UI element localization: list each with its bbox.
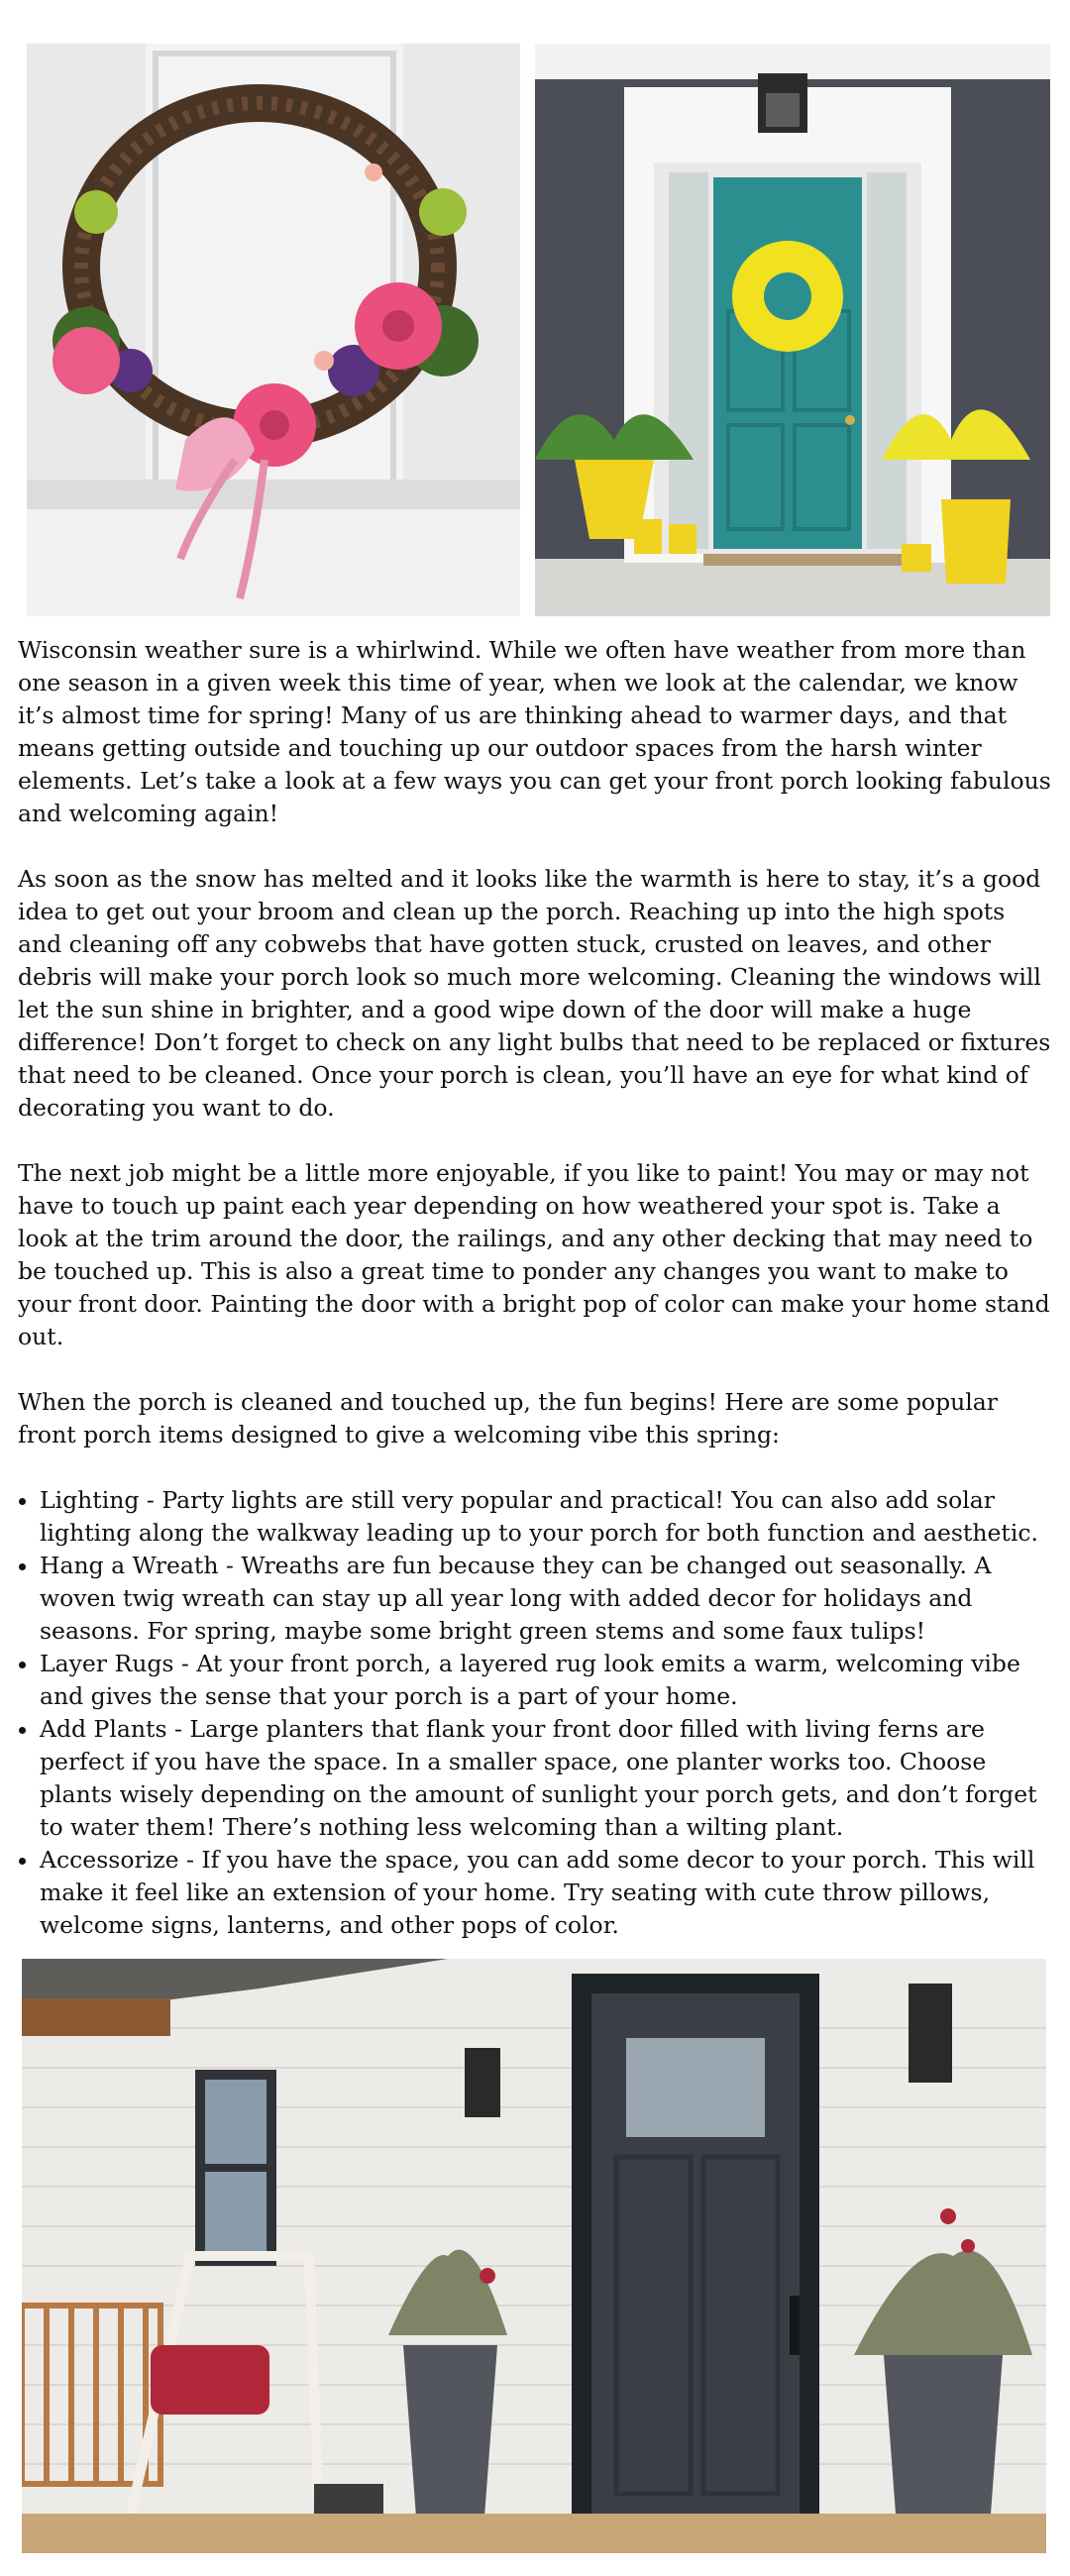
wreath-photo (27, 44, 520, 616)
paragraph-painting: The next job might be a little more enjoyable, if you like to paint! You may or may not have to touch up paint each year depending on how weathered your spot is. Take a look at the trim around the door, the railings, and any other decking that may need to be touched up. This is also a great time to ponder any changes you want to make to your front door. Painting the door with a bright pop of color can make your home stand out. (18, 1159, 1050, 1350)
list-item-lighting: • Lighting - Party lights are still very popular and practical! You can also add solar lighting along the walkway leading up to your porch for both function and aesthetic. (40, 1484, 1054, 1550)
list-item-wreath: • Hang a Wreath - Wreaths are fun because they can be changed out seasonally. A woven twig wreath can stay up all year long with added decor for holidays and seasons. For spring, maybe some bright green stems and some faux tulips! (40, 1550, 1054, 1648)
paragraph-fun-begins: When the porch is cleaned and touched up, the fun begins! Here are some popular front porch items designed to give a welcoming vibe this spring: (18, 1388, 999, 1449)
list-item-rugs: • Layer Rugs - At your front porch, a layered rug look emits a warm, welcoming vibe and gives the sense that your porch is a part of your home. (40, 1648, 1054, 1713)
paragraph-intro: Wisconsin weather sure is a whirlwind. While we often have weather from more than one season in a given week this time of year, when we look at the calendar, we know it’s almost time for spring! Many of us are thinking ahead to warmer days, and that means getting outside and touching up our outdoor spaces from the harsh winter elements. Let’s take a look at a few ways you can get your front porch looking fabulous and welcoming again! (18, 636, 1051, 827)
teal-door-photo (535, 44, 1050, 616)
porch-photo (22, 1959, 1046, 2553)
list-item-accessorize: • Accessorize - If you have the space, you can add some decor to your porch. This will make it feel like an extension of your home. Try seating with cute throw pillows, welcome signs, lanterns, and other pops of color. (40, 1844, 1054, 1942)
porch-items-list (18, 1484, 1054, 1942)
article-body (18, 634, 1054, 2064)
list-item-plants: • Add Plants - Large planters that flank your front door filled with living ferns are perfect if you have the space. In a smaller space, one planter works too. Choose plants wisely depending on the amount of sunlight your porch gets, and don’t forget to water them! There’s nothing less welcoming than a wilting plant. (40, 1713, 1054, 1844)
paragraph-cleaning: As soon as the snow has melted and it looks like the warmth is here to stay, it’s a good idea to get out your broom and clean up the porch. Reaching up into the high spots and cleaning off any cobwebs that have gotten stuck, crusted on leaves, and other debris will make your porch look so much more welcoming. Cleaning the windows will let the sun shine in brighter, and a good wipe down of the door will make a huge difference! Don’t forget to check on any light bulbs that need to be replaced or fixtures that need to be cleaned. Once your porch is clean, you’ll have an eye for what kind of decorating you want to do. (18, 865, 1051, 1122)
